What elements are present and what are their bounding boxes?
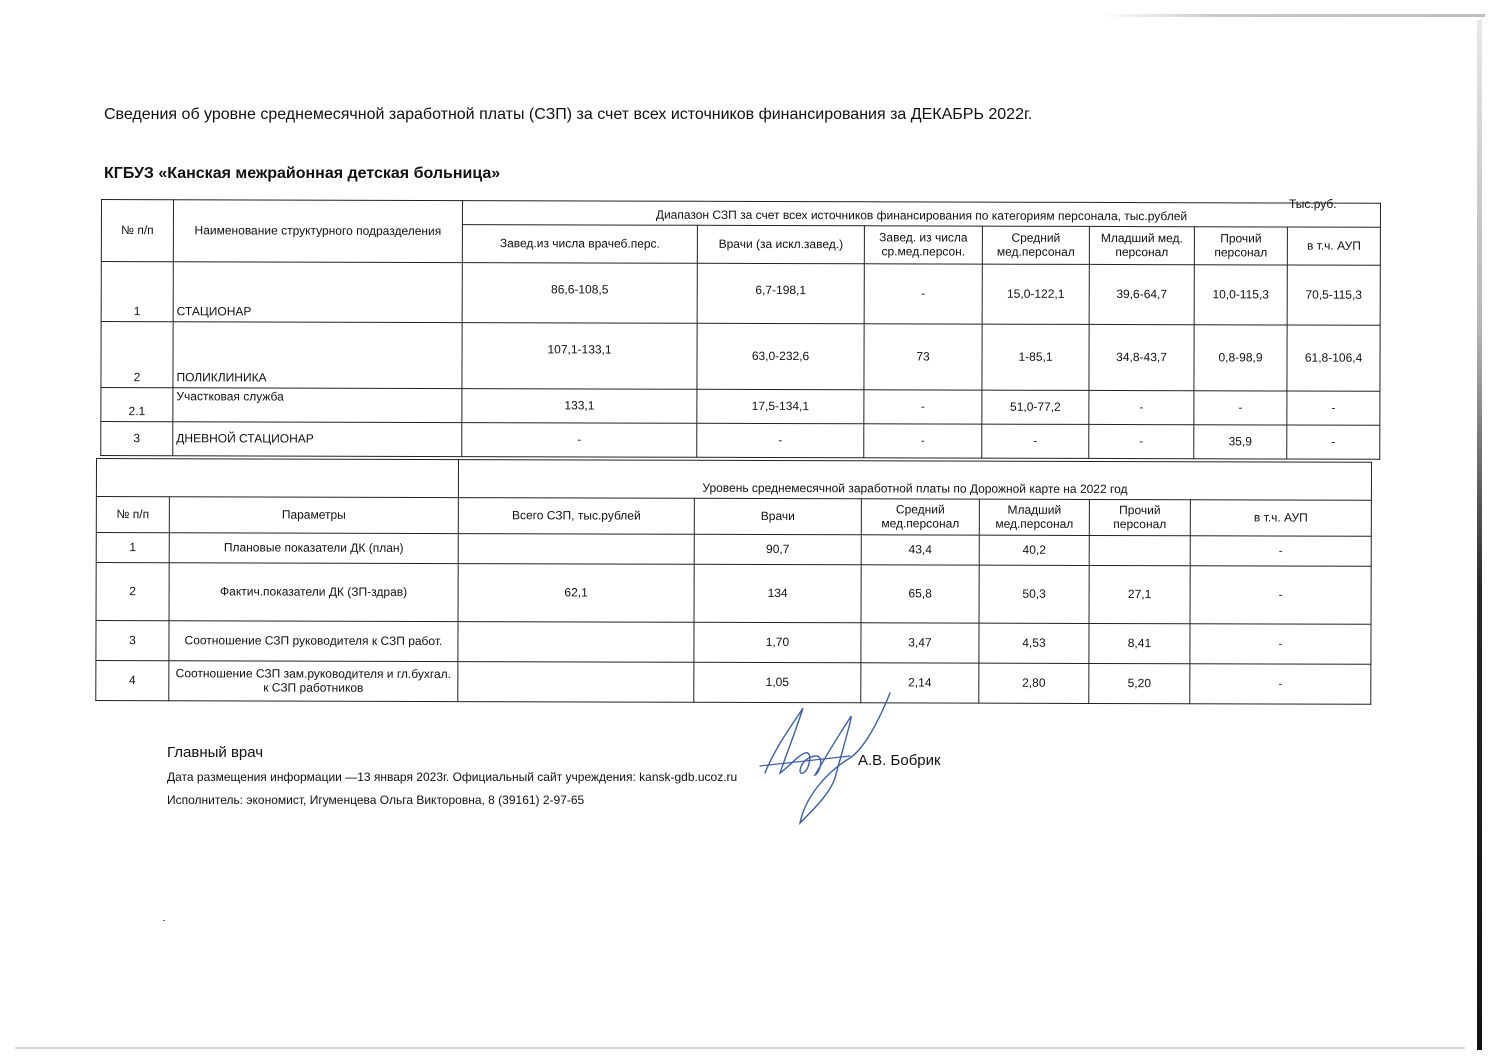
row-department: Участковая служба [173,388,462,423]
row-num: 1 [101,262,173,322]
road-map-group-header: Уровень среднемесячной заработной платы по Дорожной карте на 2022 год [458,460,1371,501]
cell-value: 2,14 [861,663,979,703]
header-physicians: Врачи (за искл.завед.) [697,225,864,263]
road-map-corner [96,459,458,498]
cell-value: - [864,424,982,458]
row-param: Плановые показатели ДК (план) [169,533,458,564]
row-department: ДНЕВНОЙ СТАЦИОНАР [173,422,462,457]
row-num: 2 [96,563,169,621]
cell-value: 1,05 [694,662,861,702]
header-department: Наименование структурного подразделения [173,200,462,263]
row-num: 3 [96,621,169,661]
cell-value: 133,1 [462,389,697,424]
table-row [101,388,1380,426]
cell-value: 61,8-106,4 [1287,325,1380,391]
cell-value: 17,5-134,1 [697,389,864,423]
cell-value: - [1089,424,1194,458]
scan-edge-top [1100,14,1485,17]
header-head-physicians: Завед.из числа врачеб.перс. [462,225,697,264]
row-num: 4 [96,661,169,701]
header-num: № п/п [101,200,173,262]
row-department: СТАЦИОНАР [173,262,462,323]
table-row [96,563,1371,625]
row-num: 1 [96,533,169,563]
chief-physician-label: Главный врач [167,744,264,761]
cell-value: 35,9 [1194,425,1287,459]
cell-value: 34,8-43,7 [1089,324,1194,390]
cell-value: 39,6-64,7 [1089,264,1194,324]
cell-value: - [462,423,697,458]
cell-value: 40,2 [979,535,1089,565]
table-row [96,661,1371,705]
header-junior-staff: Младший мед.персонал [979,499,1089,535]
row-num: 3 [101,422,173,456]
header-params: Параметры [169,497,458,534]
cell-value [458,622,694,663]
cell-value: - [1089,390,1194,424]
cell-value: 6,7-198,1 [697,263,864,323]
cell-value: - [697,423,864,457]
road-map-table [95,458,1372,705]
table-row [101,422,1380,460]
cell-value: 62,1 [458,564,694,623]
scan-edge-right [1477,20,1482,1050]
row-num: 2.1 [101,388,173,422]
cell-value: - [1287,425,1380,459]
cell-value: 0,8-98,9 [1194,325,1287,391]
handwritten-signature [755,678,895,828]
header-physicians: Врачи [694,498,861,534]
cell-value: - [1190,624,1371,665]
cell-value: - [1190,664,1371,705]
row-param: Соотношение СЗП руководителя к СЗП работ. [169,621,458,662]
publication-info: Дата размещения информации —13 января 2023г. Официальный сайт учреждения: kansk-gdb.ucoz.ru [167,770,738,784]
cell-value: - [1190,536,1371,567]
cell-value: 51,0-77,2 [982,390,1089,424]
cell-value: 43,4 [861,535,979,565]
chief-physician-name: А.В. Бобрик [858,752,941,769]
cell-value: 10,0-115,3 [1194,265,1287,325]
cell-value: 70,5-115,3 [1287,265,1380,325]
cell-value: 50,3 [979,565,1089,623]
document-title: Сведения об уровне среднемесячной заработной платы (СЗП) за счет всех источников финансирования за ДЕКАБРЬ 2022г. [104,106,1033,123]
table-row [96,621,1371,665]
cell-value [458,534,694,565]
cell-value: 1-85,1 [982,324,1089,390]
cell-value: 4,53 [979,623,1089,663]
header-total: Всего СЗП, тыс.рублей [458,498,694,535]
cell-value: 8,41 [1089,623,1190,663]
row-num: 2 [101,322,173,388]
cell-value: 134 [694,564,861,622]
cell-value: - [982,424,1089,458]
row-param: Соотношение СЗП зам.руководителя и гл.бухгал. к СЗП работников [169,661,458,702]
cell-value: 86,6-108,5 [462,263,697,324]
header-mid-staff: Средний мед.персонал [982,226,1089,264]
cell-value [458,662,694,703]
cell-value: 65,8 [861,565,979,623]
header-admin-staff: в т.ч. АУП [1287,227,1380,265]
cell-value: 15,0-122,1 [982,264,1089,324]
cell-value: - [864,264,982,324]
cell-value: 5,20 [1089,663,1190,703]
header-other-staff: Прочий персонал [1194,227,1287,265]
header-other-staff: Прочий персонал [1089,499,1190,535]
scan-edge-bottom [15,1047,1465,1049]
organization-name: КГБУЗ «Канская межрайонная детская больница» [104,165,501,182]
table-row [101,322,1380,392]
cell-value [1089,535,1190,565]
cell-value: - [864,390,982,424]
header-mid-staff: Средний мед.персонал [861,499,979,535]
header-num: № п/п [96,497,169,533]
unit-note: Тыс.руб. [1289,197,1337,211]
row-department: ПОЛИКЛИНИКА [173,322,462,389]
cell-value: 1,70 [694,622,861,662]
table-row [101,262,1380,326]
cell-value: - [1194,391,1287,425]
table-row [96,533,1371,567]
cell-value: 3,47 [861,623,979,663]
cell-value: - [1287,391,1380,425]
cell-value: 107,1-133,1 [462,323,697,390]
header-head-nurses: Завед. из числа ср.мед.персон. [864,226,982,264]
header-junior-staff: Младший мед. персонал [1089,226,1194,264]
cell-value: 2,80 [979,663,1089,703]
cell-value: 73 [864,324,982,390]
salary-range-table [100,199,1381,460]
cell-value: 27,1 [1089,565,1190,623]
header-admin-staff: в т.ч. АУП [1190,500,1371,537]
cell-value: 90,7 [694,534,861,564]
header-range-group: Диапазон СЗП за счет всех источников финансирования по категориям персонала, тыс.рублей [462,201,1380,228]
cell-value: 63,0-232,6 [697,323,864,389]
row-param: Фактич.показатели ДК (ЗП-здрав) [169,563,458,622]
cell-value: - [1190,566,1371,625]
executor-info: Исполнитель: экономист, Игуменцева Ольга Викторовна, 8 (39161) 2-97-65 [167,793,585,807]
scan-speck [163,920,165,921]
